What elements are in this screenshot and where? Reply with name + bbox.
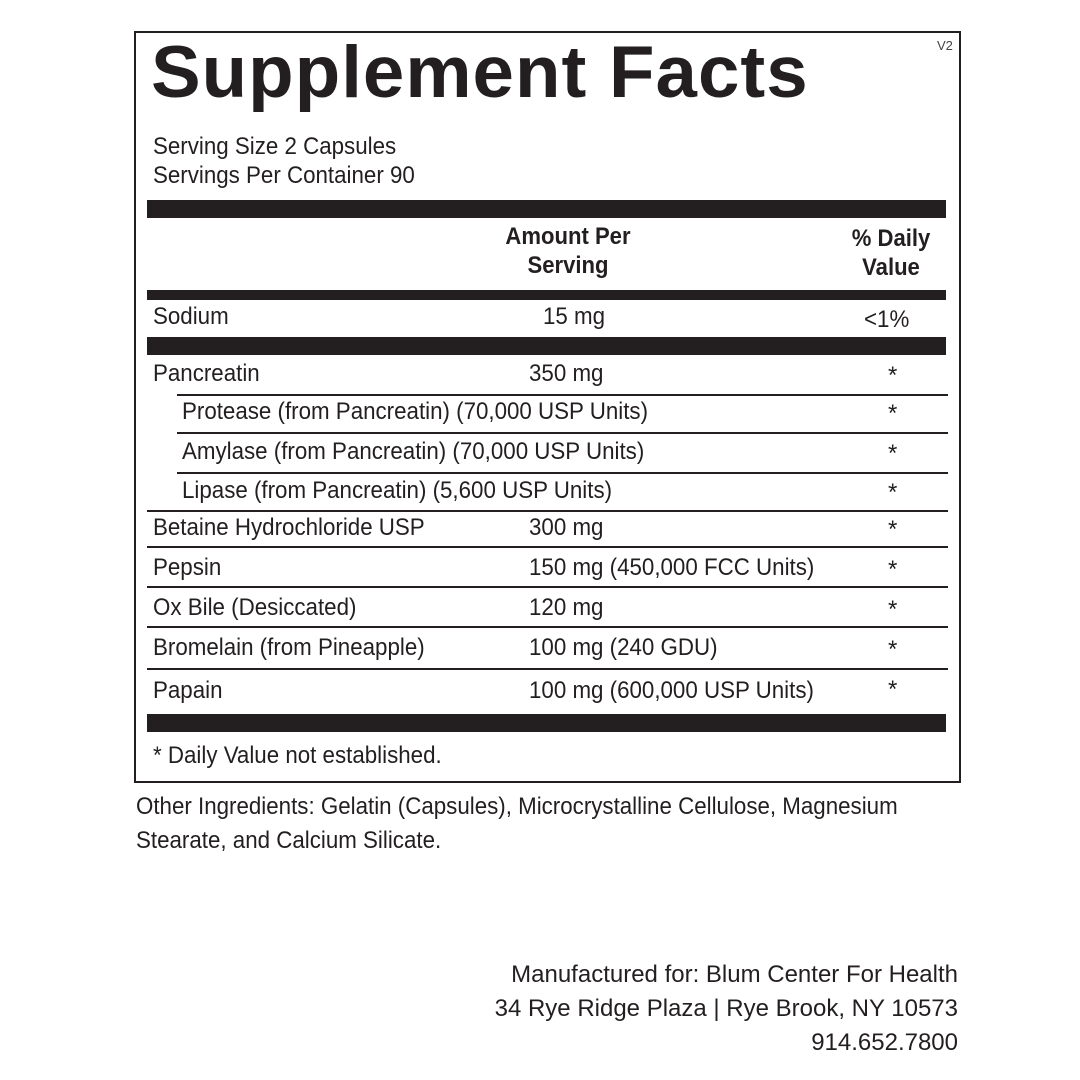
medium-divider xyxy=(147,290,946,300)
ingredient-dv: * xyxy=(888,596,898,623)
row-divider xyxy=(177,472,948,474)
ingredient-dv: * xyxy=(888,440,898,467)
serving-size: Serving Size 2 Capsules xyxy=(153,133,397,160)
row-divider xyxy=(177,394,948,396)
ingredient-dv: * xyxy=(888,362,898,389)
ingredient-name: Lipase (from Pancreatin) (5,600 USP Units) xyxy=(182,477,613,504)
ingredient-dv: * xyxy=(888,400,898,427)
nutrient-name: Sodium xyxy=(153,303,229,330)
manufacturer-phone: 914.652.7800 xyxy=(811,1029,958,1056)
ingredient-name: Ox Bile (Desiccated) xyxy=(153,594,357,621)
manufacturer-address: 34 Rye Ridge Plaza | Rye Brook, NY 10573 xyxy=(494,995,958,1022)
ingredient-amount: 300 mg xyxy=(529,514,604,541)
ingredient-name: Protease (from Pancreatin) (70,000 USP Units) xyxy=(182,398,649,425)
ingredient-amount: 100 mg (600,000 USP Units) xyxy=(529,677,814,704)
row-divider xyxy=(147,626,948,628)
daily-value-footnote: * Daily Value not established. xyxy=(153,742,442,769)
thick-divider xyxy=(147,200,946,218)
ingredient-name: Pancreatin xyxy=(153,360,260,387)
ingredient-dv: * xyxy=(888,516,898,543)
row-divider xyxy=(147,510,948,512)
row-divider xyxy=(177,432,948,434)
nutrient-dv: <1% xyxy=(864,306,910,333)
ingredient-name: Amylase (from Pancreatin) (70,000 USP Units) xyxy=(182,438,645,465)
other-ingredients: Other Ingredients: Gelatin (Capsules), Microcrystalline Cellulose, Magnesium Stearate, and Calcium Silicate. xyxy=(136,793,898,854)
ingredient-name: Papain xyxy=(153,677,223,704)
ingredient-amount: 350 mg xyxy=(529,360,604,387)
ingredient-dv: * xyxy=(888,479,898,506)
manufacturer-name: Manufactured for: Blum Center For Health xyxy=(511,961,958,988)
daily-value-header: % Daily Value xyxy=(851,225,931,281)
ingredient-amount: 100 mg (240 GDU) xyxy=(529,634,718,661)
label-title: Supplement Facts xyxy=(151,32,809,113)
ingredient-dv: * xyxy=(888,676,898,703)
ingredient-name: Pepsin xyxy=(153,554,222,581)
thick-divider xyxy=(147,714,946,732)
ingredient-amount: 120 mg xyxy=(529,594,604,621)
ingredient-name: Bromelain (from Pineapple) xyxy=(153,634,425,661)
amount-per-serving-header: Amount Per Serving xyxy=(505,223,631,279)
row-divider xyxy=(147,586,948,588)
servings-per-container: Servings Per Container 90 xyxy=(153,162,415,189)
row-divider xyxy=(147,546,948,548)
nutrient-amount: 15 mg xyxy=(543,303,606,330)
ingredient-dv: * xyxy=(888,636,898,663)
version-code: V2 xyxy=(937,38,953,53)
ingredient-amount: 150 mg (450,000 FCC Units) xyxy=(529,554,815,581)
ingredient-dv: * xyxy=(888,556,898,583)
ingredient-name: Betaine Hydrochloride USP xyxy=(153,514,425,541)
thick-divider xyxy=(147,337,946,355)
row-divider xyxy=(147,668,948,670)
